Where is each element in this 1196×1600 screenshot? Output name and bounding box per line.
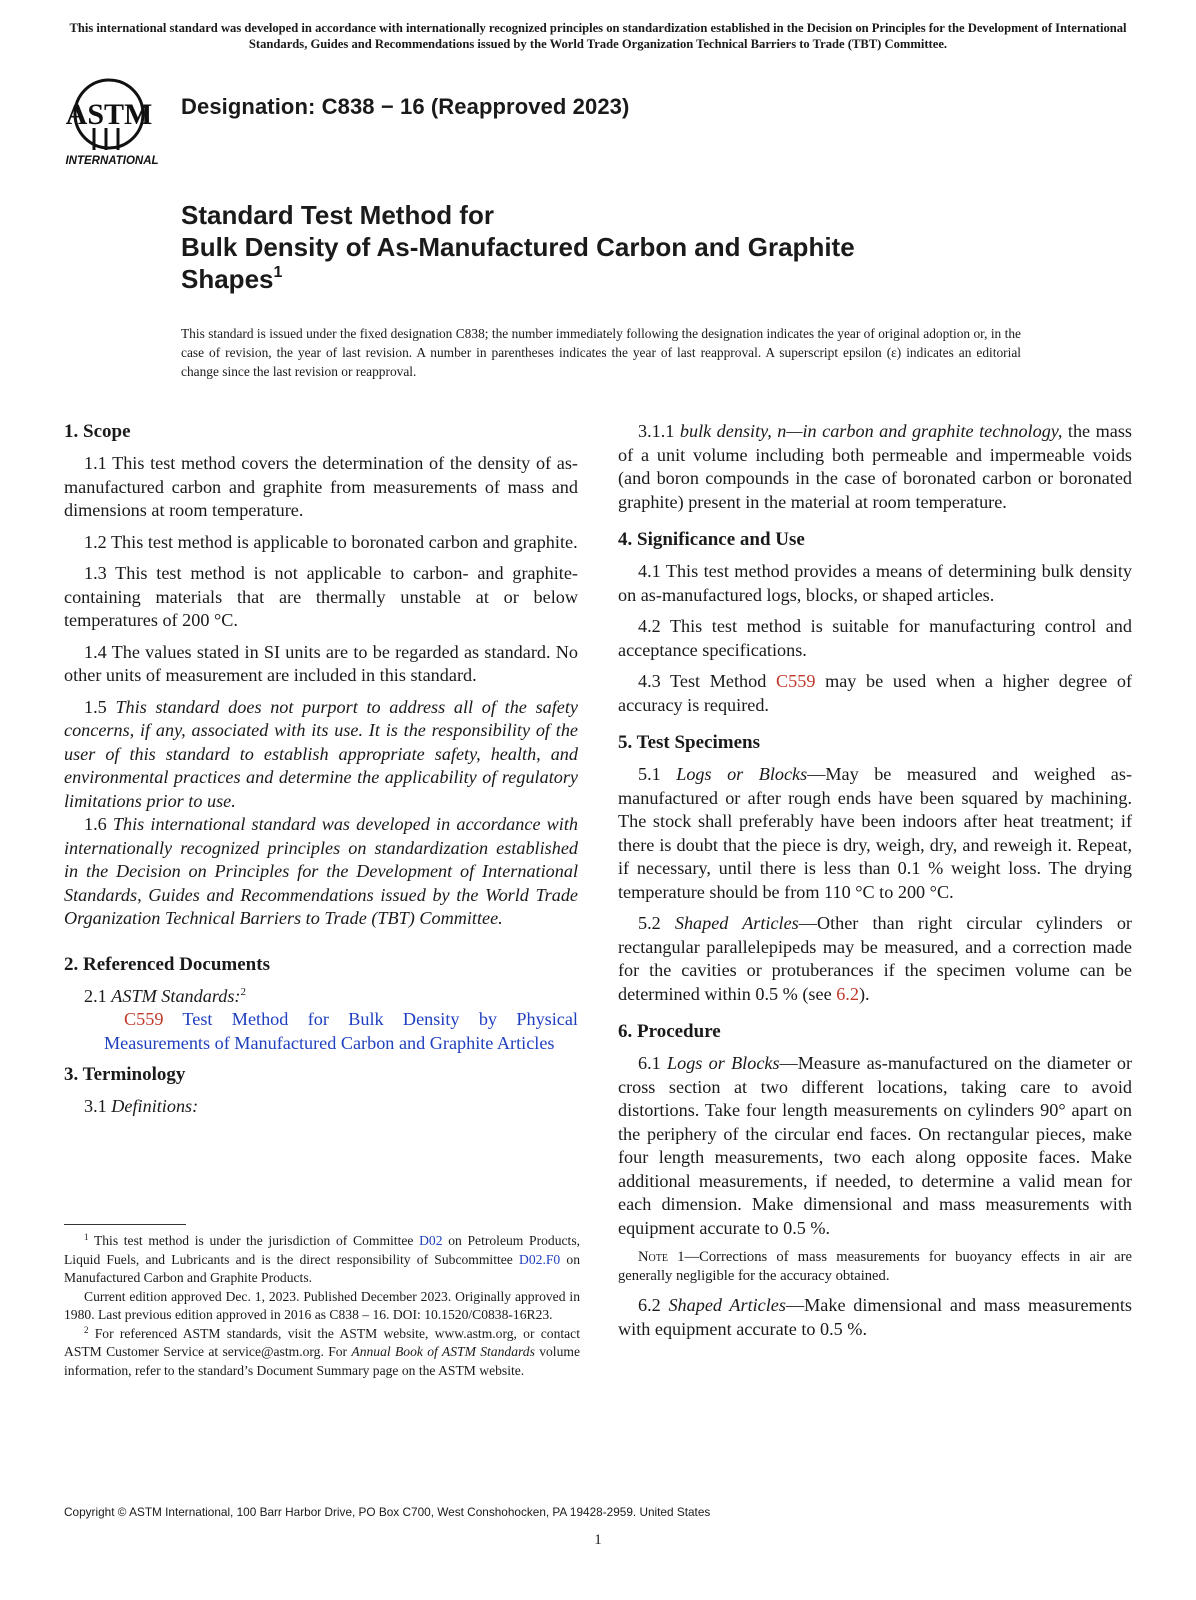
title-footnote-mark: 1 — [273, 264, 283, 281]
section-heading-scope: 1. Scope — [64, 421, 131, 442]
subcommittee-d02f0-link[interactable]: D02.F0 — [519, 1251, 561, 1267]
para-1-1: 1.1 This test method covers the determination of the density of as-manufactured carbon and graphite from measurements of mass and dimensions at room temperature. — [64, 453, 578, 520]
para-1-6: 1.6 This international standard was developed in accordance with internationally recognized principles on standardization established in the Decision on Principles for the Development of International Standards, Guides and Recommendations issued by the World Trade Organization Technical Barriers to Trade (TBT) Committee. — [64, 814, 579, 928]
para-1-2: 1.2 This test method is applicable to boronated carbon and graphite. — [84, 531, 578, 552]
footnote-1: $^1$ This test method is under the jurisdiction of Committee D02 on Petroleum Products, Liquid Fuels, and Lubricants and is the direct responsibility of Subcommittee D02.F0 on Manufactured Carbon and Graphite Products. — [64, 1232, 581, 1285]
reference-title-link: Test Method for Bulk Density by Physical Measurements of Manufactured Carbon and Graphite Articles — [104, 1009, 578, 1053]
title-line-1: Standard Test Method for — [181, 200, 494, 230]
para-3-1-1: 3.1.1 bulk density, n—in carbon and graphite technology, the mass of a unit volume including both permeable and impermeable voids (and boron compounds in the case of boronated carbon or boronated graphite) present in the material at room temperature. — [618, 421, 1132, 512]
para-5-2: 5.2 Shaped Articles—Other than right circular cylinders or rectangular parallelepipeds may be measured, and a correction made for the cavities or protuberances if the specimen volume can be determined within 0.5 % (see 6.2). — [618, 913, 1132, 1004]
para-4-2: 4.2 This test method is suitable for manufacturing control and acceptance specifications. — [618, 616, 1132, 660]
committee-d02-link[interactable]: D02 — [419, 1233, 443, 1248]
document-title — [181, 199, 1081, 295]
para-5-1: 5.1 Logs or Blocks—May be measured and weighed as-manufactured or after rough ends have been squared by machining. The stock shall preferably have been indoors after heat treatment; if there is doubt that the piece is dry, weigh, dry, and reweigh it. Repeat, if necessary, until there is less than 0.1 % weight loss. The drying temperature should be from 110 °C to 200 °C. — [618, 764, 1133, 902]
section-heading-referenced-documents: 2. Referenced Documents — [64, 953, 270, 975]
para-1-5: 1.5 This standard does not purport to address all of the safety concerns, if any, associated with its use. It is the responsibility of the user of this standard to establish appropriate safety, health, and environmental practices and determine the applicability of regulatory limitations prior to use. — [64, 696, 578, 811]
para-6-1: 6.1 Logs or Blocks—Measure as-manufactured on the diameter or cross section at two different locations, taking care to avoid distortions. Take four length measurements on cylinders 90° apart on the periphery of the circular end faces. On rectangular pieces, make four length measurements, two each along opposite faces. Make additional measurements, if needed, to determine a valid mean for each dimension. Make dimensional and mass measurements with equipment accurate to 0.5 %. — [618, 1053, 1133, 1238]
c559-link[interactable]: C559 — [776, 671, 816, 691]
designation: Designation: C838 − 16 (Reapproved 2023) — [181, 94, 630, 119]
footnote-divider — [64, 1224, 186, 1225]
reference-c559[interactable] — [64, 1008, 578, 1055]
section-heading-test-specimens: 5. Test Specimens — [618, 732, 760, 753]
para-3-1: 3.1 Definitions: — [84, 1096, 199, 1116]
title-line-3: Shapes$^1$ — [181, 264, 283, 294]
para-2-1: 2.1 ASTM Standards:$^2$ — [84, 985, 246, 1006]
footnote-2: $^2$ For referenced ASTM standards, visit the ASTM website, www.astm.org, or contact ASTM Customer Service at service@astm.org. For Annual Book of ASTM Standards volume information, refer to the standard’s Document Summary page on the ASTM website. — [64, 1324, 580, 1378]
section-heading-procedure: 6. Procedure — [618, 1021, 721, 1042]
section-heading-significance: 4. Significance and Use — [618, 529, 805, 550]
astm-logo-mark — [64, 70, 168, 168]
right-column — [618, 420, 1132, 1349]
para-4-3: 4.3 Test Method C559 may be used when a higher degree of accuracy is required. — [618, 671, 1133, 715]
section-heading-terminology: 3. Terminology — [64, 1064, 186, 1085]
preamble: This standard is issued under the fixed designation C838; the number immediately following the designation indicates the year of original adoption or, in the case of revision, the year of last revision. A number in parentheses indicates the year of last reapproval. A superscript epsilon (ε) indicates an editorial change since the last revision or reapproval. — [181, 326, 1021, 379]
para-1-4: 1.4 The values stated in SI units are to be regarded as standard. No other units of measurement are included in this standard. — [64, 641, 578, 685]
left-column — [64, 420, 578, 1127]
title-line-2: Bulk Density of As-Manufactured Carbon and Graphite — [181, 232, 855, 262]
logo-subtext: INTERNATIONAL — [65, 155, 159, 167]
copyright-line: Copyright © ASTM International, 100 Barr Harbor Drive, PO Box C700, West Conshohocken, PA 19428-2959. United States — [64, 1505, 711, 1519]
footnotes — [64, 1232, 580, 1380]
note-1: Note 1—Corrections of mass measurements for buoyancy effects in air are generally negligible for the accuracy obtained. — [618, 1249, 1132, 1284]
para-4-1: 4.1 This test method provides a means of determining bulk density on as-manufactured logs, blocks, or shaped articles. — [618, 561, 1132, 605]
page-number: 1 — [594, 1532, 602, 1548]
para-6-2: 6.2 Shaped Articles—Make dimensional and mass measurements with equipment accurate to 0.5 %. — [618, 1295, 1132, 1339]
section-6-2-link[interactable]: 6.2 — [836, 983, 859, 1004]
para-1-3: 1.3 This test method is not applicable to carbon- and graphite-containing materials that are thermally unstable at or below temperatures of 200 °C. — [64, 563, 578, 630]
astm-logo — [64, 70, 168, 168]
footnote-1-edition: Current edition approved Dec. 1, 2023. Published December 2023. Originally approved in 1980. Last previous edition approved in 2016 as C838 – 16. DOI: 10.1520/C0838-16R23. — [64, 1288, 580, 1322]
reference-code-link: C559 — [124, 1009, 164, 1029]
logo-text: ASTM — [65, 98, 153, 131]
wto-notice: This international standard was developed in accordance with internationally recognized principles on standardization established in the Decision on Principles for the Development of International Standards, Guides and Recommendations issued by the World Trade Organization Technical Barriers to Trade (TBT) Committee. — [69, 21, 1127, 51]
